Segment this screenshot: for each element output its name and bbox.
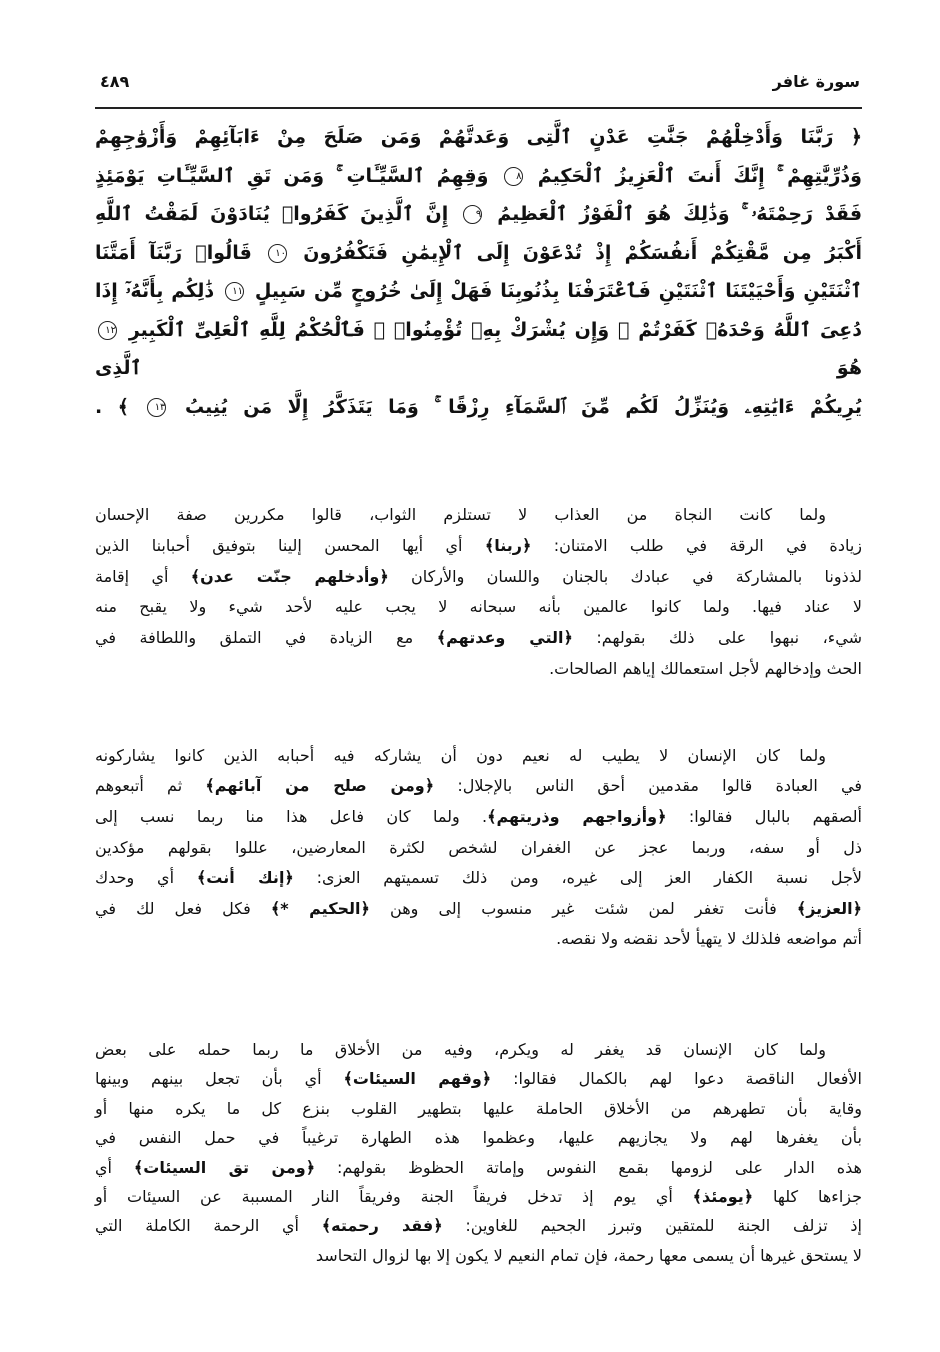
paragraph-line: [95, 924, 862, 955]
quoted-verse-phrase: ﴿وأدخلهم جنّت عدن﴾: [190, 566, 389, 586]
verse-text: ذَٰلِكُم بِأَنَّهُۥٓ إِذَا: [95, 280, 215, 302]
paragraph-line: [95, 1241, 862, 1270]
ayah-number-marker: ٩: [463, 205, 482, 224]
text-segment: ولما كان الإنسان قد يغفر له ويكرم، وفيه من الأخلاق ما ربما حمله على بعض: [95, 1039, 826, 1059]
ayah-number-marker: ١٢: [98, 321, 117, 340]
text-segment: مع الزيادة في التملق واللطافة في: [95, 628, 437, 648]
paragraph-line: [95, 562, 862, 593]
verse-text: فَقَدْ رَحِمْتَهُۥ ۚ وَذَٰلِكَ هُوَ ٱلْفَوْزُ ٱلْعَظِيمُ: [497, 203, 863, 225]
commentary-paragraph: [95, 500, 862, 685]
text-segment: أي: [95, 1157, 134, 1177]
text-segment: أي إقامة: [95, 566, 191, 586]
text-segment: في العبادة قالوا مقدمين أحق الناس بالإجلال:: [434, 776, 863, 796]
text-segment: ألصقهم بالبال فقالوا:: [666, 806, 862, 826]
paragraph-line: [95, 623, 862, 654]
text-segment: أي وحدك: [95, 868, 197, 888]
text-segment: أي بأن تجعل بينهم وبينها: [95, 1069, 344, 1089]
paragraph-line: [95, 741, 862, 772]
text-segment: هذه الدار على لزومها بقمع النفوس وإماتة الحظوظ بقولهم:: [315, 1157, 862, 1177]
header-rule: [95, 107, 862, 109]
text-segment: أي الرحمة الكاملة التي: [95, 1216, 322, 1236]
text-segment: لا عناد فيها. ولما كانوا عالمين بأنه سبحانه لا يجب عليه لأحد شيء ولا يقبح منه: [95, 597, 862, 617]
text-segment: أتم مواضعه فلذلك لا يتهيأ لأحد نقضه ولا نقصه.: [556, 929, 862, 949]
verse-text: دُعِىَ ٱللَّهُ وَحْدَهُۥ كَفَرْتُمْ ۖ وَإِن يُشْرَكْ بِهِۦ تُؤْمِنُوا۟ ۚ فَٱلْحُكْمُ لِلَّهِ ٱلْعَلِىِّ ٱلْكَبِيرِ: [128, 318, 862, 341]
quoted-verse-phrase: ﴿يومئذ﴾: [692, 1186, 754, 1206]
quoted-verse-phrase: ﴿الحكيم *﴾: [270, 898, 370, 918]
paragraph-line: [95, 1035, 862, 1064]
text-segment: زيادة في الرقة في طلب الامتنان:: [531, 535, 862, 555]
paragraph-line: [95, 531, 862, 562]
verse-text: ﴿ رَبَّنَا وَأَدْخِلْهُمْ جَنَّٰتِ عَدْنٍ ٱلَّتِى وَعَدتَّهُمْ وَمَن صَلَحَ مِنْ ءَابَآئِهِمْ وَأَزْوَٰجِهِمْ: [95, 126, 862, 148]
quran-verses-block: [95, 118, 862, 426]
verse-text: قَالُوا۟ رَبَّنَآ أَمَتَّنَا: [95, 241, 252, 264]
text-segment: أي أيها المحسن إلينا بتوفيق أحبابنا الذين: [95, 535, 485, 555]
text-segment: شيء، نبهوا على ذلك بقولهم:: [572, 628, 862, 648]
verse-text: هُوَ ٱلَّذِى: [95, 357, 862, 379]
paragraph-line: [95, 863, 862, 894]
ayah-number-marker: ٨: [504, 167, 523, 186]
text-segment: لا يستحق غيرها أن يسمى معها رحمة، فإن تمام النعيم لا يكون إلا بها لزوال التحاسد: [315, 1245, 862, 1265]
running-header-surah-name: سورة غافر: [772, 72, 860, 91]
verse-line: [95, 388, 862, 427]
paragraph-line: [95, 1094, 862, 1123]
text-segment: ذل أو سفه، وربما عجز عن الغفران لشخص لكثرة المعارضين، عللوا بقولهم مؤكدين: [95, 837, 862, 857]
paragraph-line: [95, 1153, 862, 1182]
paragraph-line: [95, 1123, 862, 1152]
page-number: ٤٨٩: [100, 72, 130, 91]
paragraph-line: [95, 1211, 862, 1240]
ayah-number-marker: ١٣: [147, 398, 166, 417]
text-segment: الأفعال الناقصة دعوا لهم بالكمال فقالوا:: [491, 1069, 862, 1089]
page-body: [95, 118, 862, 1270]
verse-text: أَكْبَرُ مِن مَّقْتِكُمْ أَنفُسَكُمْ إِذْ تُدْعَوْنَ إِلَى ٱلْإِيمَٰنِ فَتَكْفُرُونَ: [303, 241, 862, 264]
verse-line: [95, 118, 862, 157]
verse-text: وَذُرِّيَّٰتِهِمْ ۚ إِنَّكَ أَنتَ ٱلْعَزِيزُ ٱلْحَكِيمُ: [537, 164, 862, 187]
quoted-verse-phrase: ﴿التي وعدتهم﴾: [436, 628, 573, 648]
text-segment: لذذونا بالمشاركة في عبادك بالجنان واللسان والأركان: [388, 566, 862, 586]
verse-line: [95, 234, 862, 273]
text-segment: جزاءها كلها: [753, 1186, 862, 1206]
paragraph-line: [95, 1182, 862, 1211]
ayah-number-marker: ١٠: [268, 244, 287, 263]
quoted-verse-phrase: ﴿وقهم السيئات﴾: [343, 1069, 492, 1089]
text-segment: أي يوم إذ تدخل فريقاً الجنة وفريقاً النار المسببة عن السيئات أو: [95, 1186, 693, 1206]
verse-line: [95, 157, 862, 196]
text-segment: . ولما كان فاعل هذا منا ربما نسب إلى: [95, 806, 488, 826]
quoted-verse-phrase: ﴿ومن تق السيئات﴾: [133, 1157, 316, 1177]
verse-text: إِنَّ ٱلَّذِينَ كَفَرُوا۟ يُنَادَوْنَ لَمَقْتُ ٱللَّهِ: [95, 203, 449, 225]
text-segment: فأنت تغفر لمن شئت غير منسوب إلى وهن: [369, 898, 797, 918]
paragraph-line: [95, 1064, 862, 1093]
ayah-number-marker: ١١: [225, 282, 244, 301]
paragraph-line: [95, 654, 862, 685]
verse-text: ٱثْنَتَيْنِ وَأَحْيَيْتَنَا ٱثْنَتَيْنِ فَٱعْتَرَفْنَا بِذُنُوبِنَا فَهَلْ إِلَىٰ خُرُوجٍ مِّن سَبِيلٍ: [254, 280, 862, 302]
verse-line: [95, 311, 862, 388]
paragraph-line: [95, 592, 862, 623]
commentary-paragraph: [95, 1035, 862, 1270]
text-segment: الحث وإدخالهم لأجل استعمالك إياهم الصالحات.: [549, 658, 862, 678]
paragraph-line: [95, 500, 862, 531]
text-segment: ولما كانت النجاة من العذاب لا تستلزم الثواب، قالوا مكررين صفة الإحسان: [95, 505, 826, 524]
verse-line: [95, 195, 862, 234]
text-segment: بأن يغفرها لهم ولا يجازيهم عليها، وعظموا هذه الطهارة ترغيباً في حمل النفس في: [95, 1128, 862, 1148]
text-segment: وقاية بأن تطهرهم من الأخلاق الحاملة عليها بتطهير القلوب بنزع كل ما يكره منها أو: [95, 1098, 862, 1118]
quoted-verse-phrase: ﴿وأزواجهم وذريتهم﴾: [487, 806, 667, 826]
verse-text: وَقِهِمُ ٱلسَّيِّـَٔاتِ ۚ وَمَن تَقِ ٱلسَّيِّـَٔاتِ يَوْمَئِذٍ: [95, 164, 489, 187]
quoted-verse-phrase: ﴿ربنا﴾: [484, 535, 532, 555]
paragraph-line: [95, 771, 862, 802]
paragraph-line: [95, 894, 862, 925]
text-segment: إذ تزلف الجنة للمتقين وتبرز الجحيم للغاوين:: [442, 1216, 862, 1236]
text-segment: فكل فعل لك في: [95, 898, 271, 918]
verse-text: ﴾ .: [95, 395, 129, 418]
quoted-verse-phrase: ﴿فقد رحمته﴾: [321, 1216, 443, 1236]
text-segment: ولما كان الإنسان لا يطيب له نعيم دون أن يشاركه فيه أحبابه الذين كانوا يشاركونه: [95, 745, 826, 765]
quoted-verse-phrase: ﴿العزيز﴾: [796, 898, 863, 918]
commentary-paragraph: [95, 741, 862, 955]
quoted-verse-phrase: ﴿ومن صلح من آبائهم﴾: [205, 776, 435, 796]
text-segment: ثم أتبعوهم: [95, 776, 206, 796]
verse-line: [95, 272, 862, 311]
paragraph-line: [95, 802, 862, 833]
paragraph-line: [95, 833, 862, 864]
text-segment: لأجل نسبة الكفار العز إلى غيره، ومن ذلك تسميتهم العزى:: [293, 868, 863, 888]
verse-text: يُرِيكُمْ ءَايَٰتِهِۦ وَيُنَزِّلُ لَكُم مِّنَ ٱلسَّمَآءِ رِزْقًا ۚ وَمَا يَتَذَكَّرُ إِلَّا مَن يُنِيبُ: [184, 395, 862, 418]
quoted-verse-phrase: ﴿إنك أنت﴾: [196, 868, 294, 888]
